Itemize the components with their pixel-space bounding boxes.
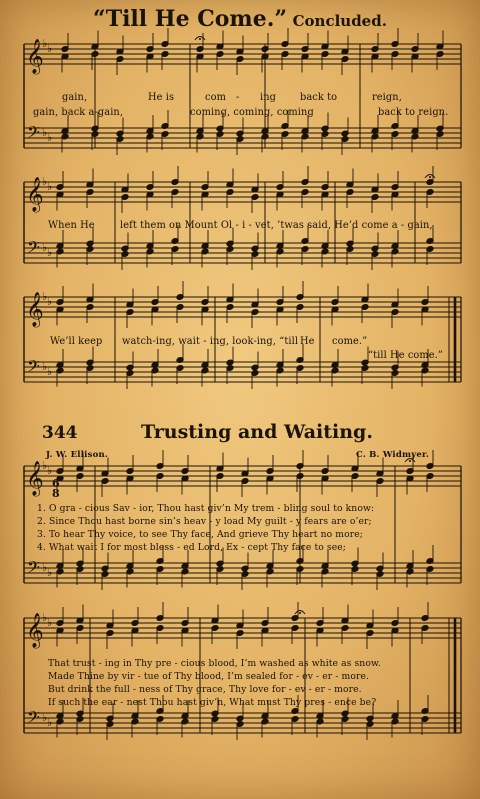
treble-clef: 𝄞 xyxy=(26,39,44,74)
lyric-fragment: gain, back a-gain, xyxy=(33,107,124,118)
author-credit: J. W. Ellison. xyxy=(46,450,108,460)
verse-line: That trust - ing in Thy pre - cious blood, I’m washed as white as snow. xyxy=(48,658,381,669)
key-signature-flat: ♭ xyxy=(47,180,53,193)
verse-line: 4. What wait I for most bless - ed Lord, Ex - cept Thy face to see; xyxy=(37,542,346,553)
key-signature-flat: ♭ xyxy=(42,175,48,188)
key-signature-flat: ♭ xyxy=(42,561,48,574)
key-signature-flat: ♭ xyxy=(47,566,53,579)
time-signature: 8 xyxy=(52,487,60,500)
key-signature-flat: ♭ xyxy=(42,459,48,472)
verse-line: 2. Since Thou hast borne sin’s heav - y load My guilt - y fears are o’er; xyxy=(37,516,372,527)
lyric-fragment: “till He come.” xyxy=(368,350,444,361)
key-signature-flat: ♭ xyxy=(47,616,53,629)
lyric-fragment: He is xyxy=(148,92,175,103)
bass-clef: 𝄢 xyxy=(27,707,40,731)
fermata-dot xyxy=(409,460,411,462)
time-signature: 6 xyxy=(52,477,60,490)
section1-title xyxy=(0,6,480,32)
hymn-title-2: Trusting and Waiting. xyxy=(141,421,373,443)
lyric-fragment: com xyxy=(205,92,226,103)
verse-line: If such the ear - nest Thou hast giv’n, What must Thy pres - ence be? xyxy=(48,697,377,708)
composer-credit: C. B. Widmyer. xyxy=(356,450,430,460)
fermata-dot xyxy=(299,612,301,614)
key-signature-flat: ♭ xyxy=(42,711,48,724)
treble-clef: 𝄞 xyxy=(26,613,44,648)
verse-line: But drink the full - ness of Thy grace, Thy love for - ev - er - more. xyxy=(48,684,362,695)
treble-clef: 𝄞 xyxy=(26,177,44,212)
key-signature-flat: ♭ xyxy=(42,360,48,373)
fermata-dot xyxy=(429,176,431,178)
lyric-fragment: coming, coming, coming xyxy=(190,107,314,118)
hymn-title-suffix: Concluded. xyxy=(292,12,387,30)
lyric-fragment: gain, xyxy=(62,92,88,103)
key-signature-flat: ♭ xyxy=(47,716,53,729)
lyric-fragment: - xyxy=(236,92,240,103)
lyric-fragment: We’ll keep xyxy=(50,336,103,347)
key-signature-flat: ♭ xyxy=(47,131,53,144)
bass-clef: 𝄢 xyxy=(27,557,40,581)
bass-clef: 𝄢 xyxy=(27,122,40,146)
key-signature-flat: ♭ xyxy=(47,246,53,259)
hymn-number: 344 xyxy=(42,423,78,443)
hymn-title: “Till He Come.” xyxy=(93,6,288,32)
key-signature-flat: ♭ xyxy=(42,126,48,139)
lyric-fragment: back to xyxy=(300,92,338,103)
lyric-fragment: left them on Mount Ol - i - vet, ’twas said, He’d come a - gain, xyxy=(120,220,433,231)
key-signature-flat: ♭ xyxy=(42,37,48,50)
key-signature-flat: ♭ xyxy=(47,365,53,378)
key-signature-flat: ♭ xyxy=(47,42,53,55)
treble-clef: 𝄞 xyxy=(26,461,44,496)
lyric-fragment: come.” xyxy=(332,336,368,347)
key-signature-flat: ♭ xyxy=(42,611,48,624)
bass-clef: 𝄢 xyxy=(27,356,40,380)
verse-line: Made Thine by vir - tue of Thy blood, I’m sealed for - ev - er - more. xyxy=(48,671,370,682)
lyric-fragment: back to reign. xyxy=(378,107,449,118)
treble-clef: 𝄞 xyxy=(26,292,44,327)
fermata-dot xyxy=(199,38,201,40)
lyric-fragment: When He xyxy=(48,220,95,231)
lyric-fragment: He xyxy=(300,336,315,347)
verse-line: 3. To hear Thy voice, to see Thy face, And grieve Thy heart no more; xyxy=(37,529,363,540)
verse-line: 1. O gra - cious Sav - ior, Thou hast giv’n My trem - bling soul to know: xyxy=(37,503,375,514)
lyric-fragment: watch-ing, wait - ing, look-ing, “till xyxy=(122,336,299,347)
key-signature-flat: ♭ xyxy=(47,295,53,308)
bass-clef: 𝄢 xyxy=(27,237,40,261)
lyric-fragment: reign, xyxy=(372,92,402,103)
key-signature-flat: ♭ xyxy=(47,464,53,477)
key-signature-flat: ♭ xyxy=(42,241,48,254)
lyric-fragment: ing xyxy=(260,92,277,103)
key-signature-flat: ♭ xyxy=(42,290,48,303)
